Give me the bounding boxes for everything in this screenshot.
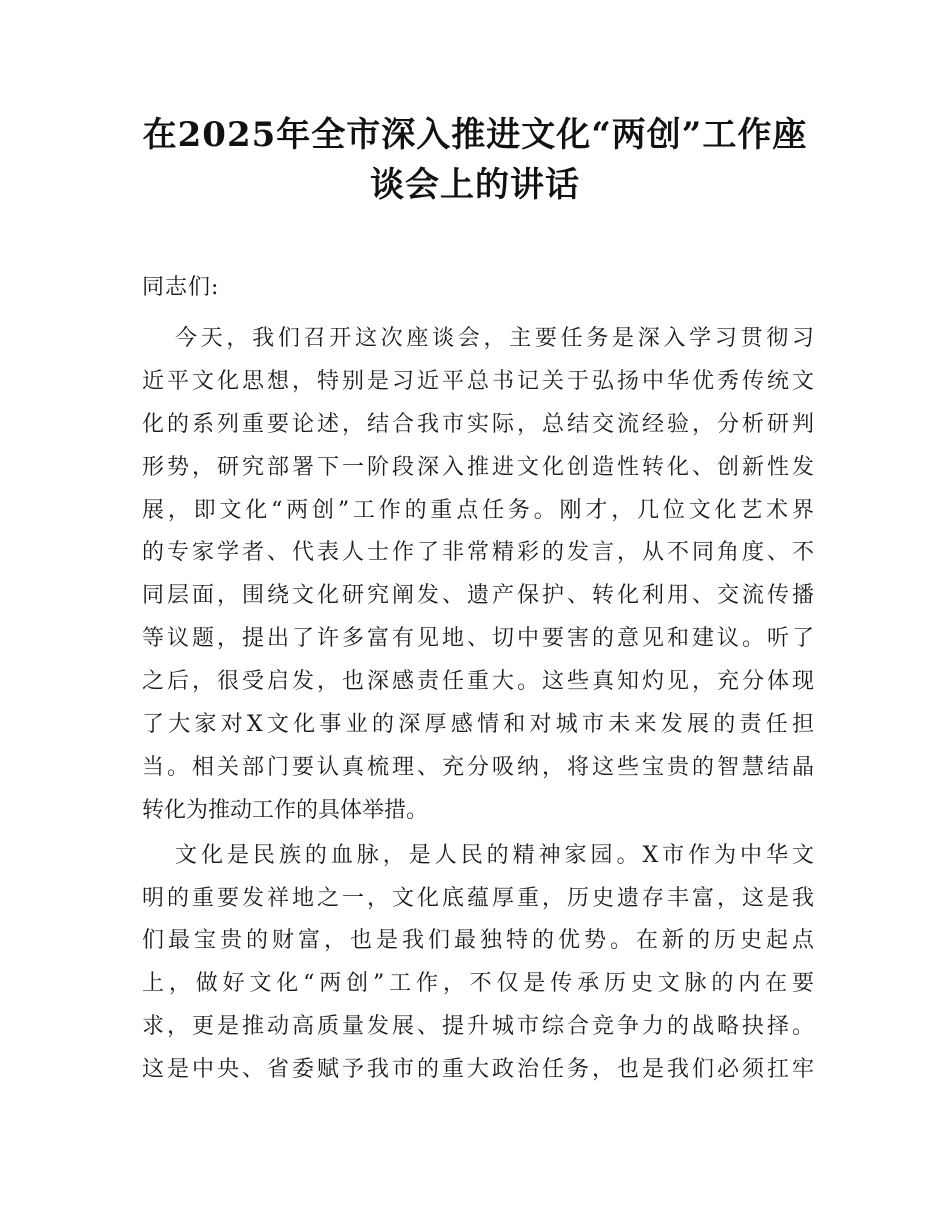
paragraph-line: 之后，很受启发，也深感责任重大。这些真知灼见，充分体现 xyxy=(142,669,814,695)
document-title xyxy=(130,110,820,210)
paragraph-line: 形势，研究部署下一阶段深入推进文化创造性转化、创新性发 xyxy=(142,454,814,480)
paragraph-line: 化的系列重要论述，结合我市实际，总结交流经验，分析研判 xyxy=(142,411,814,437)
paragraph-line: 今天，我们召开这次座谈会，主要任务是深入学习贯彻习 xyxy=(175,326,814,351)
salutation: 同志们: xyxy=(142,275,220,300)
paragraph-line: 近平文化思想，特别是习近平总书记关于弘扬中华优秀传统文 xyxy=(142,368,814,394)
title-line-1: 在2025年全市深入推进文化“两创”工作座 xyxy=(142,115,808,155)
paragraph-line: 展，即文化“两创”工作的重点任务。刚才，几位文化艺术界 xyxy=(142,497,814,523)
paragraph-line: 明的重要发祥地之一，文化底蕴厚重，历史遗存丰富，这是我 xyxy=(142,885,814,911)
paragraph-line: 这是中央、省委赋予我市的重大政治任务，也是我们必须扛牢 xyxy=(142,1057,814,1083)
paragraph-line: 了大家对X文化事业的深厚感情和对城市未来发展的责任担 xyxy=(142,712,814,738)
paragraph-line: 等议题，提出了许多富有见地、切中要害的意见和建议。听了 xyxy=(142,626,814,652)
paragraph-line: 同层面，围绕文化研究阐发、遗产保护、转化利用、交流传播 xyxy=(142,583,814,609)
paragraph-1 xyxy=(142,318,814,833)
paragraph-line: 转化为推动工作的具体举措。 xyxy=(142,797,429,823)
paragraph-2 xyxy=(142,835,814,1092)
paragraph-line: 求，更是推动高质量发展、提升城市综合竞争力的战略抉择。 xyxy=(142,1014,814,1040)
paragraph-line: 的专家学者、代表人士作了非常精彩的发言，从不同角度、不 xyxy=(142,540,814,566)
document-body xyxy=(142,268,814,1092)
paragraph-line: 们最宝贵的财富，也是我们最独特的优势。在新的历史起点 xyxy=(142,928,814,954)
paragraph-line: 文化是民族的血脉，是人民的精神家园。X市作为中华文 xyxy=(175,842,814,868)
paragraph-line: 当。相关部门要认真梳理、充分吸纳，将这些宝贵的智慧结晶 xyxy=(142,754,814,780)
title-line-2: 谈会上的讲话 xyxy=(370,165,580,205)
paragraph-line: 上，做好文化“两创”工作，不仅是传承历史文脉的内在要 xyxy=(142,971,814,997)
